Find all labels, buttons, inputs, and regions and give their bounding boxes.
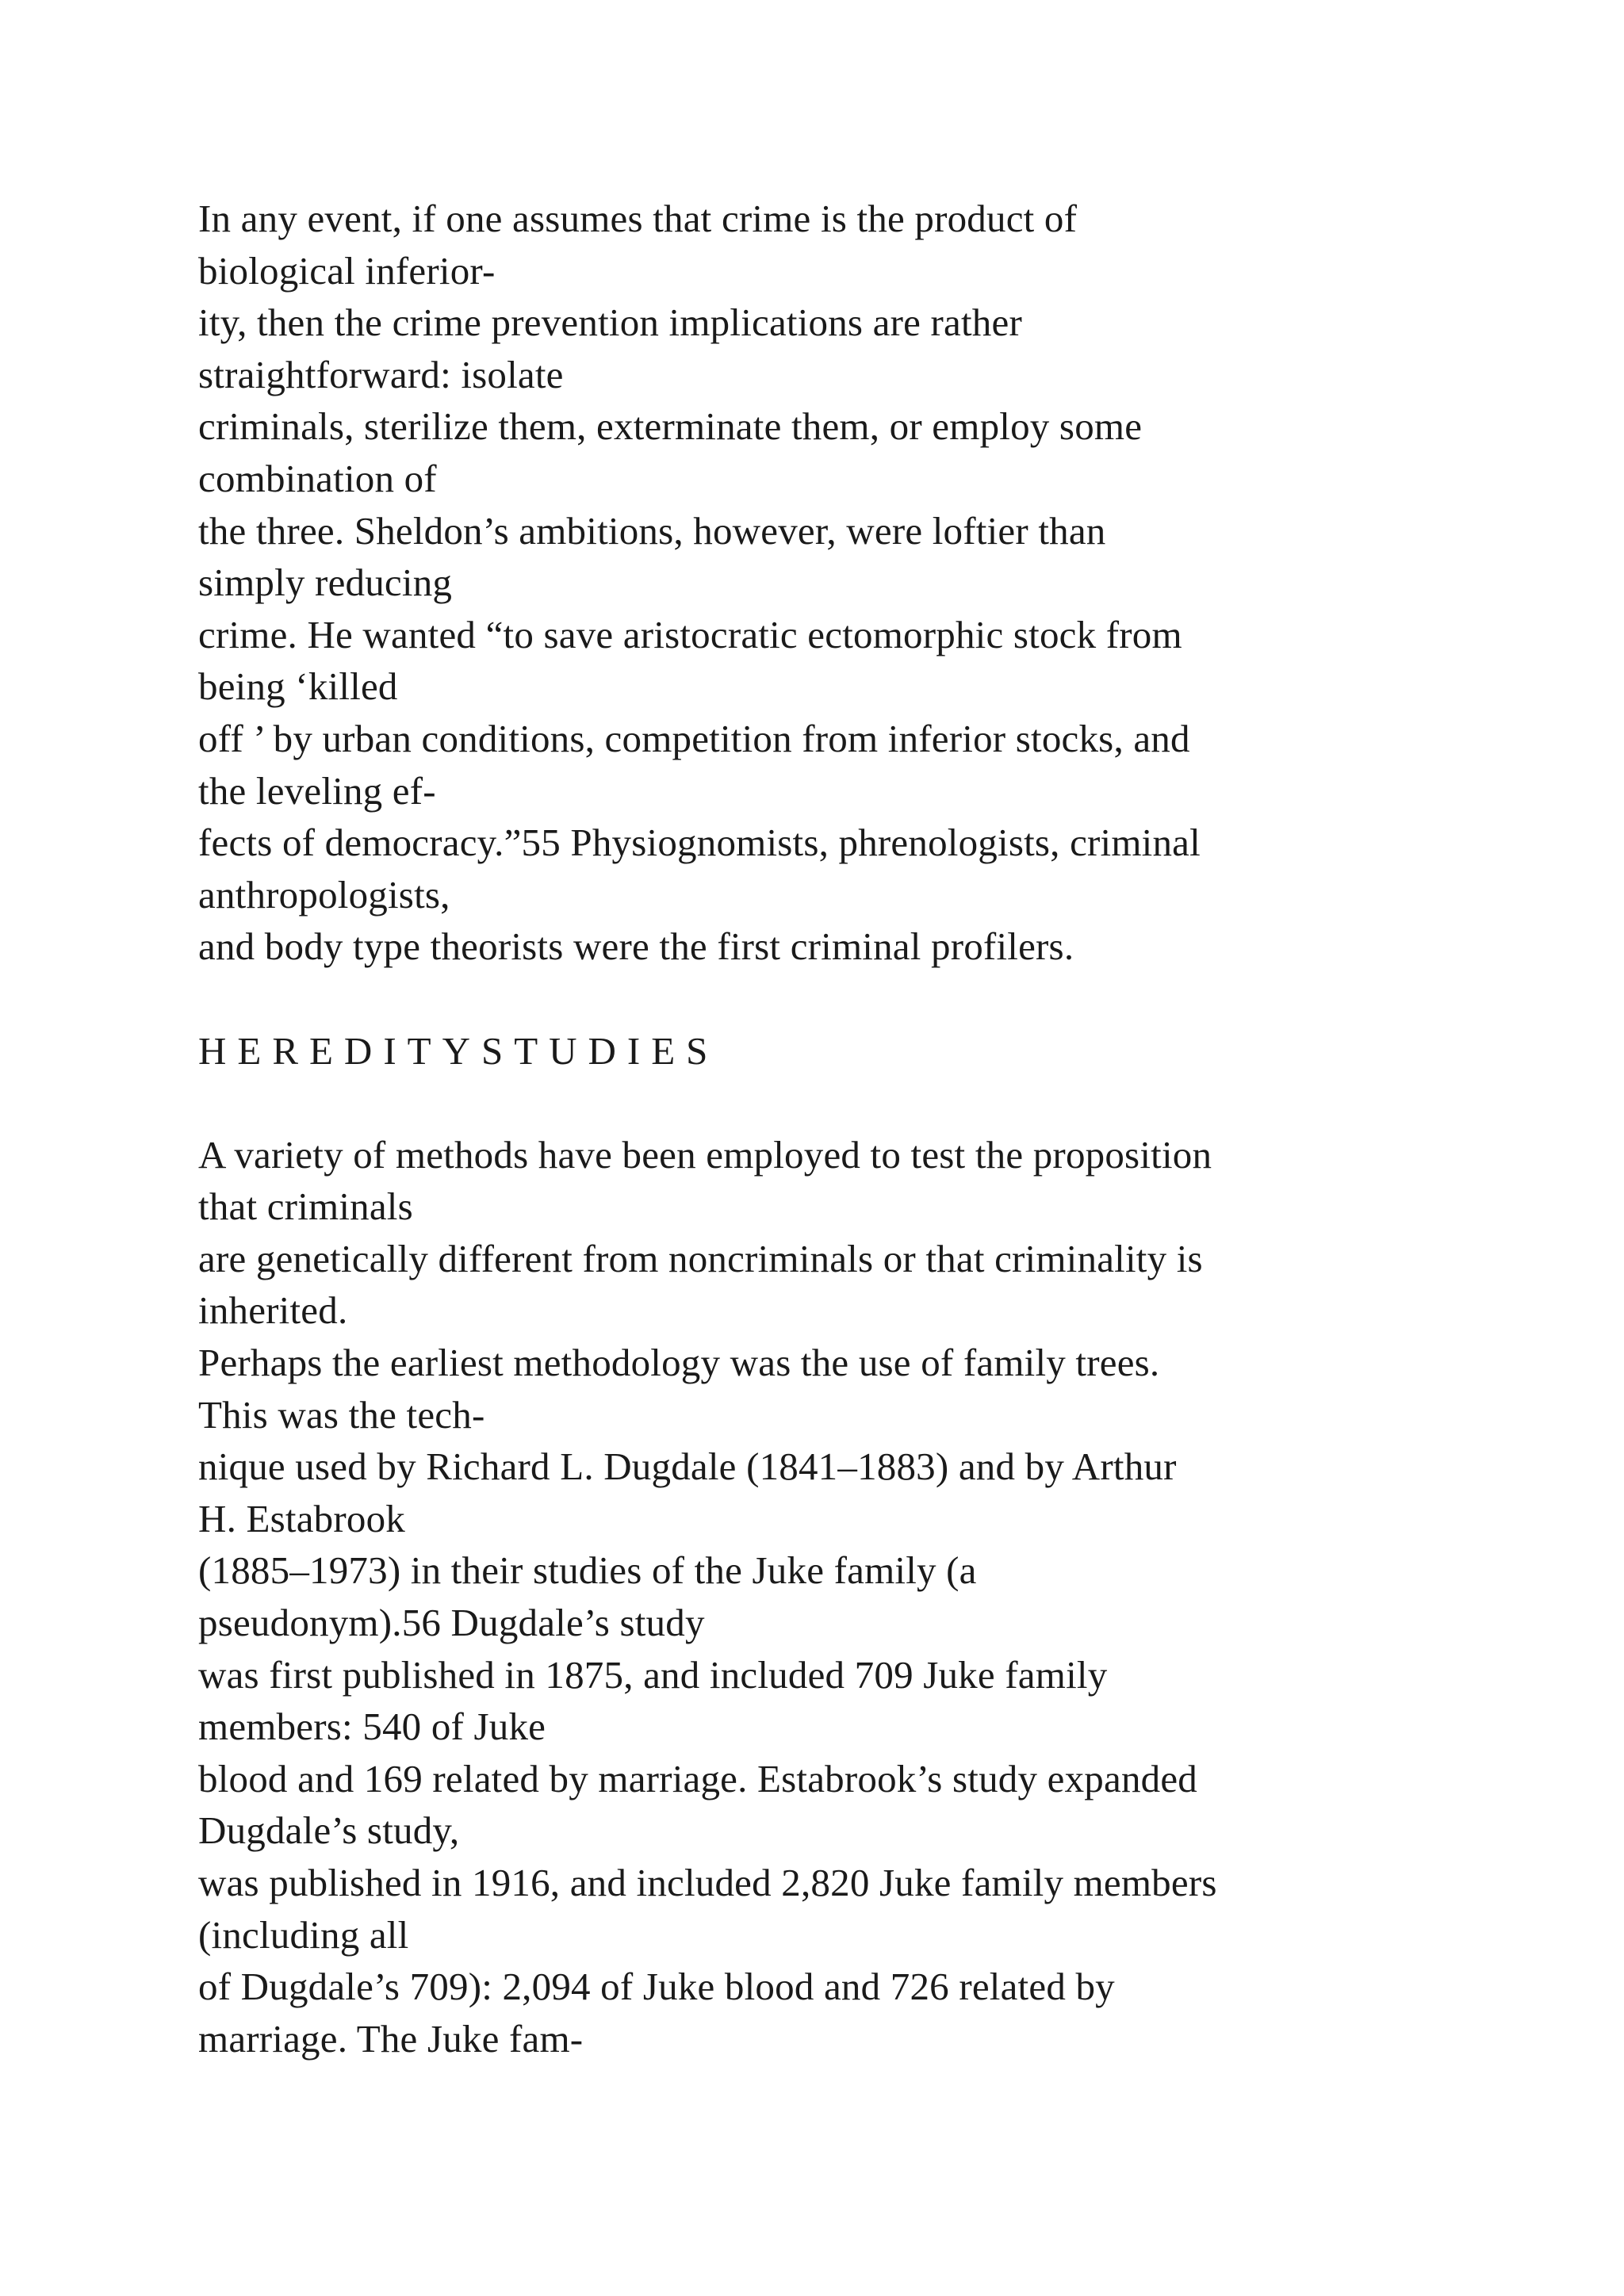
text-line: (1885–1973) in their studies of the Juke family (a [198,1548,977,1593]
text-line: Perhaps the earliest methodology was the use of family trees. [198,1341,1160,1385]
text-line: being ‘killed [198,664,398,709]
text-line: marriage. The Juke fam- [198,2016,584,2061]
text-line: This was the tech- [198,1392,485,1437]
document-text [198,193,1546,2064]
text-line: ity, then the crime prevention implications are rather [198,300,1022,345]
text-line: blood and 169 related by marriage. Estabrook’s study expanded [198,1756,1198,1800]
paragraph-heredity-studies [198,1129,1546,2065]
text-line: off ’ by urban conditions, competition from inferior stocks, and [198,716,1190,760]
text-line: criminals, sterilize them, exterminate them, or employ some [198,404,1143,449]
text-line: Dugdale’s study, [198,1808,460,1853]
text-line: nique used by Richard L. Dugdale (1841–1883) and by Arthur [198,1445,1177,1489]
text-line: straightforward: isolate [198,352,564,396]
section-heading: HEREDITYSTUDIES [198,1028,719,1073]
text-line: pseudonym).56 Dugdale’s study [198,1601,705,1645]
text-line: and body type theorists were the first criminal profilers. [198,924,1074,969]
text-line: In any event, if one assumes that crime is the product of [198,197,1078,240]
text-line: fects of democracy.”55 Physiognomists, phrenologists, criminal [198,821,1201,865]
text-line: anthropologists, [198,872,450,916]
paragraph-crime-prevention [198,193,1546,973]
blank-line [198,973,1546,1025]
text-line: inherited. [198,1288,348,1333]
text-line: A variety of methods have been employed to test the proposition [198,1132,1212,1177]
text-line: are genetically different from noncriminals or that criminality is [198,1236,1203,1280]
text-line: the leveling ef- [198,768,436,813]
text-line: combination of [198,456,437,500]
text-line: simply reducing [198,561,453,605]
text-line: of Dugdale’s 709): 2,094 of Juke blood and 726 related by [198,1965,1115,2009]
text-line: members: 540 of Juke [198,1705,546,1749]
text-line: H. Estabrook [198,1496,405,1540]
text-line: the three. Sheldon’s ambitions, however, were loftier than [198,508,1106,553]
text-line: crime. He wanted “to save aristocratic ectomorphic stock from [198,612,1182,656]
blank-line [198,1077,1546,1129]
text-line: that criminals [198,1184,413,1229]
text-line: (including all [198,1912,409,1957]
text-line: was published in 1916, and included 2,820 Juke family members [198,1861,1217,1904]
text-line: biological inferior- [198,248,496,293]
text-line: was first published in 1875, and included 709 Juke family [198,1652,1108,1697]
